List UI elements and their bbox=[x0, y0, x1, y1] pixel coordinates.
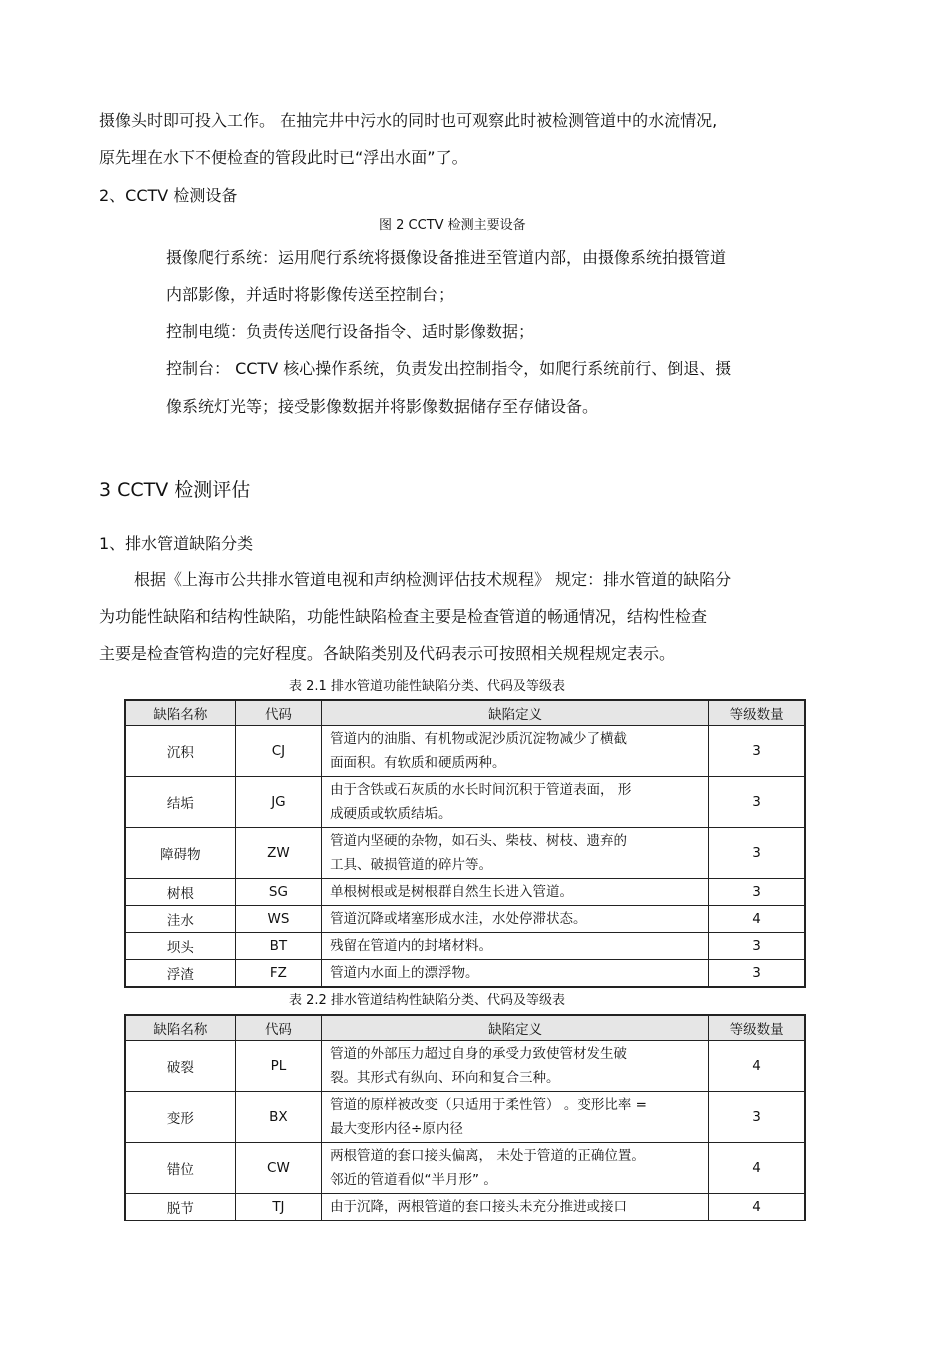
defect-code: FZ bbox=[235, 960, 321, 988]
defect-definition: 残留在管道内的封堵材料。 bbox=[322, 933, 709, 960]
header-cell: 等级数量 bbox=[709, 700, 805, 726]
table-row bbox=[125, 879, 805, 906]
defect-code: TJ bbox=[235, 1194, 321, 1222]
defect-code: PL bbox=[235, 1041, 321, 1092]
defect-definition: 管道内水面上的漂浮物。 bbox=[322, 960, 709, 988]
defect-level: 3 bbox=[709, 879, 805, 906]
table-row bbox=[125, 906, 805, 933]
structural-defect-table bbox=[124, 1014, 806, 1221]
table-row bbox=[125, 828, 805, 879]
paragraph-line: 摄像头时即可投入工作。 在抽完井中污水的同时也可观察此时被检测管道中的水流情况, bbox=[99, 111, 718, 130]
header-cell: 等级数量 bbox=[709, 1015, 805, 1041]
table-row bbox=[125, 726, 805, 777]
functional-defect-table bbox=[124, 699, 806, 988]
header-cell: 代码 bbox=[235, 1015, 321, 1041]
defect-code: WS bbox=[235, 906, 321, 933]
defect-level: 3 bbox=[709, 933, 805, 960]
defect-definition: 管道沉降或堵塞形成水洼，水处停滞状态。 bbox=[322, 906, 709, 933]
defect-definition: 由于含铁或石灰质的水长时间沉积于管道表面， 形 成硬质或软质结垢。 bbox=[322, 777, 709, 828]
defect-code: CW bbox=[235, 1143, 321, 1194]
list-item: 像系统灯光等；接受影像数据并将影像数据储存至存储设备。 bbox=[166, 397, 599, 416]
defect-level: 3 bbox=[709, 960, 805, 988]
defect-name: 结垢 bbox=[125, 777, 235, 828]
list-item: 内部影像，并适时将影像传送至控制台； bbox=[166, 285, 455, 304]
defect-definition: 单根树根或是树根群自然生长进入管道。 bbox=[322, 879, 709, 906]
paragraph-line: 根据《上海市公共排水管道电视和声纳检测评估技术规程》 规定：排水管道的缺陷分 bbox=[134, 570, 732, 589]
list-item: 控制电缆：负责传送爬行设备指令、适时影像数据； bbox=[166, 322, 535, 341]
defect-name: 变形 bbox=[125, 1092, 235, 1143]
defect-level: 4 bbox=[709, 1041, 805, 1092]
paragraph-line: 为功能性缺陷和结构性缺陷，功能性缺陷检查主要是检查管道的畅通情况，结构性检查 bbox=[99, 607, 708, 626]
defect-level: 3 bbox=[709, 726, 805, 777]
defect-name: 破裂 bbox=[125, 1041, 235, 1092]
paragraph-line: 原先埋在水下不便检查的管段此时已“浮出水面”了。 bbox=[99, 148, 468, 167]
defect-name: 脱节 bbox=[125, 1194, 235, 1222]
defect-definition: 由于沉降，两根管道的套口接头未充分推进或接口 bbox=[322, 1194, 709, 1222]
defect-code: BT bbox=[235, 933, 321, 960]
defect-definition: 管道内的油脂、有机物或泥沙质沉淀物减少了横截 面面积。有软质和硬质两种。 bbox=[322, 726, 709, 777]
defect-level: 4 bbox=[709, 906, 805, 933]
defect-name: 坝头 bbox=[125, 933, 235, 960]
defect-name: 错位 bbox=[125, 1143, 235, 1194]
defect-definition: 管道的原样被改变（只适用于柔性管） 。变形比率 = 最大变形内径÷原内径 bbox=[322, 1092, 709, 1143]
defect-level: 3 bbox=[709, 1092, 805, 1143]
header-cell: 缺陷名称 bbox=[125, 700, 235, 726]
table-row bbox=[125, 960, 805, 988]
defect-code: BX bbox=[235, 1092, 321, 1143]
defect-code: CJ bbox=[235, 726, 321, 777]
defect-definition: 管道内坚硬的杂物，如石头、柴枝、树枝、遗弃的 工具、破损管道的碎片等。 bbox=[322, 828, 709, 879]
defect-name: 树根 bbox=[125, 879, 235, 906]
table-caption: 表 2.2 排水管道结构性缺陷分类、代码及等级表 bbox=[289, 993, 565, 1008]
defect-name: 沉积 bbox=[125, 726, 235, 777]
table-row bbox=[125, 1041, 805, 1092]
header-cell: 缺陷定义 bbox=[322, 1015, 709, 1041]
defect-code: ZW bbox=[235, 828, 321, 879]
list-item: 控制台： CCTV 核心操作系统，负责发出控制指令，如爬行系统前行、倒退、摄 bbox=[166, 359, 732, 378]
table-row bbox=[125, 777, 805, 828]
figure-caption: 图 2 CCTV 检测主要设备 bbox=[379, 218, 526, 233]
defect-level: 3 bbox=[709, 777, 805, 828]
list-item: 摄像爬行系统：运用爬行系统将摄像设备推进至管道内部，由摄像系统拍摄管道 bbox=[166, 248, 727, 267]
defect-definition: 两根管道的套口接头偏离， 未处于管道的正确位置。 邻近的管道看似“半月形” 。 bbox=[322, 1143, 709, 1194]
structural-table-clip bbox=[120, 1012, 820, 1221]
defect-definition: 管道的外部压力超过自身的承受力致使管材发生破 裂。其形式有纵向、环向和复合三种。 bbox=[322, 1041, 709, 1092]
section-heading: 3 CCTV 检测评估 bbox=[99, 479, 251, 501]
table-row bbox=[125, 933, 805, 960]
defect-name: 障碍物 bbox=[125, 828, 235, 879]
subsection-heading: 1、排水管道缺陷分类 bbox=[99, 534, 254, 553]
header-cell: 缺陷名称 bbox=[125, 1015, 235, 1041]
defect-code: JG bbox=[235, 777, 321, 828]
table-caption: 表 2.1 排水管道功能性缺陷分类、代码及等级表 bbox=[289, 679, 565, 694]
section-heading: 2、CCTV 检测设备 bbox=[99, 186, 238, 205]
table-header-row bbox=[125, 1015, 805, 1041]
table-header-row bbox=[125, 700, 805, 726]
defect-level: 4 bbox=[709, 1194, 805, 1222]
defect-level: 3 bbox=[709, 828, 805, 879]
defect-level: 4 bbox=[709, 1143, 805, 1194]
defect-name: 洼水 bbox=[125, 906, 235, 933]
table-row bbox=[125, 1092, 805, 1143]
paragraph-line: 主要是检查管构造的完好程度。各缺陷类别及代码表示可按照相关规程规定表示。 bbox=[99, 644, 676, 663]
defect-name: 浮渣 bbox=[125, 960, 235, 988]
table-row bbox=[125, 1194, 805, 1222]
table-row bbox=[125, 1143, 805, 1194]
header-cell: 代码 bbox=[235, 700, 321, 726]
header-cell: 缺陷定义 bbox=[322, 700, 709, 726]
defect-code: SG bbox=[235, 879, 321, 906]
